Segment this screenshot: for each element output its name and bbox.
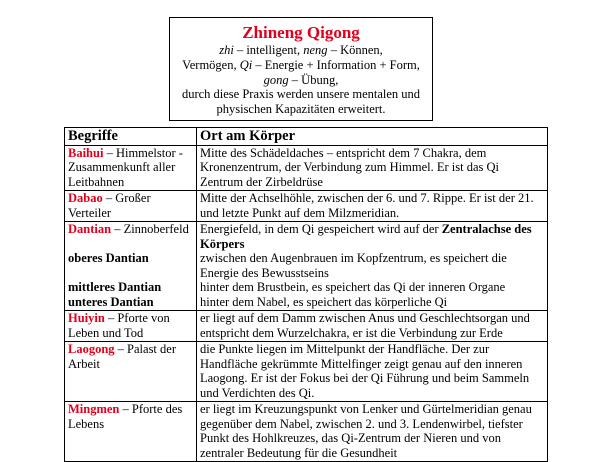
description-cell: er liegt auf dem Damm zwischen Anus und Geschlechtsorgan und entspricht dem Wurzelchakra, er ist die Verbindung zur Erde — [197, 311, 548, 342]
table-header-row — [65, 128, 548, 146]
title-text: Vermögen, — [182, 57, 240, 72]
table-row — [65, 145, 548, 191]
term-cell — [65, 311, 197, 342]
table-row — [65, 222, 548, 311]
term-zhi: zhi — [219, 43, 234, 57]
title-line-3 — [170, 73, 432, 88]
description-cell: Mitte des Schädeldaches – entspricht dem 7 Chakra, dem Kronenzentrum, der Verbindung zum Himmel. Er ist das Qi Zentrum der Zirbeldrüse — [197, 145, 548, 191]
description-emphasis: Zentralachse des Körpers — [200, 222, 532, 251]
term-translation: – Palast der Arbeit — [68, 342, 176, 371]
term-cell — [65, 402, 197, 462]
table-row — [65, 311, 548, 342]
sub-term-upper: oberes Dantian — [68, 251, 149, 265]
term-name: Mingmen — [68, 402, 120, 416]
term-gong: gong — [263, 72, 289, 87]
column-header-ort: Ort am Körper — [197, 128, 548, 146]
sub-term-lower: unteres Dantian — [68, 294, 154, 309]
term-name: Huiyin — [68, 311, 105, 325]
title-text: – Können, — [327, 43, 383, 57]
title-line-1 — [170, 43, 432, 58]
table-row — [65, 342, 548, 402]
term-translation: – Pforte von Leben und Tod — [68, 311, 170, 340]
term-translation: – Zinnoberfeld — [111, 222, 189, 236]
description-cell — [197, 222, 548, 311]
document-title: Zhineng Qigong — [242, 23, 360, 42]
term-translation: – Himmelstor - Zusammenkunft aller Leitbahnen — [68, 145, 183, 189]
description-cell: die Punkte liegen im Mittelpunkt der Handfläche. Der zur Handfläche gekrümmte Mittelfinger zeigt genau auf den inneren Laogong. Er ist der Fokus bei der Qi Führung und beim Sammeln und Verdichten des Qi. — [197, 342, 548, 402]
term-name: Dabao — [68, 191, 103, 205]
term-cell — [65, 145, 197, 191]
title-box — [169, 17, 433, 121]
sub-term-middle: mittleres Dantian — [68, 280, 162, 294]
table-row — [65, 402, 548, 462]
title-text: – Übung, — [288, 72, 339, 87]
title-line-5: physischen Kapazitäten erweitert. — [216, 102, 386, 117]
term-name: Laogong — [68, 342, 115, 356]
term-name: Baihui — [68, 145, 104, 160]
description-lower: hinter dem Nabel, es speichert das körperliche Qi — [200, 294, 448, 309]
title-text: – intelligent, — [233, 43, 304, 57]
description-intro: Energiefeld, in dem Qi gespeichert wird auf der — [200, 222, 442, 236]
description-cell: Mitte der Achselhöhle, zwischen der 6. und 7. Rippe. Er ist der 21. und letzte Punkt auf dem Milzmeridian. — [197, 191, 548, 222]
title-text: – Energie + Information + Form, — [252, 57, 420, 72]
description-upper: zwischen den Augenbrauen im Kopfzentrum, es speichert die Energie des Bewusstseins — [200, 251, 507, 280]
term-cell — [65, 342, 197, 402]
term-qi: Qi — [239, 57, 253, 72]
description-cell: er liegt im Kreuzungspunkt von Lenker und Gürtelmeridian genau gegenüber dem Nabel, zwischen 2. und 3. Lendenwirbel, tiefster Punkt des Hohlkreuzes, das Qi-Zentrum der Nieren und von zentraler Bedeutung für die Gesundheit — [197, 402, 548, 462]
title-line-2 — [170, 58, 432, 73]
table-row — [65, 191, 548, 222]
term-translation: – Pforte des Lebens — [68, 402, 183, 431]
terms-table — [64, 127, 548, 462]
term-name: Dantian — [68, 222, 112, 236]
title-line-4: durch diese Praxis werden unsere mentalen und — [181, 87, 421, 102]
term-translation: – Großer Verteiler — [68, 191, 151, 220]
term-cell — [65, 191, 197, 222]
term-cell — [65, 222, 197, 311]
term-neng: neng — [303, 43, 328, 57]
description-middle: hinter dem Brustbein, es speichert das Qi der inneren Organe — [200, 280, 506, 294]
column-header-begriffe: Begriffe — [65, 128, 197, 146]
